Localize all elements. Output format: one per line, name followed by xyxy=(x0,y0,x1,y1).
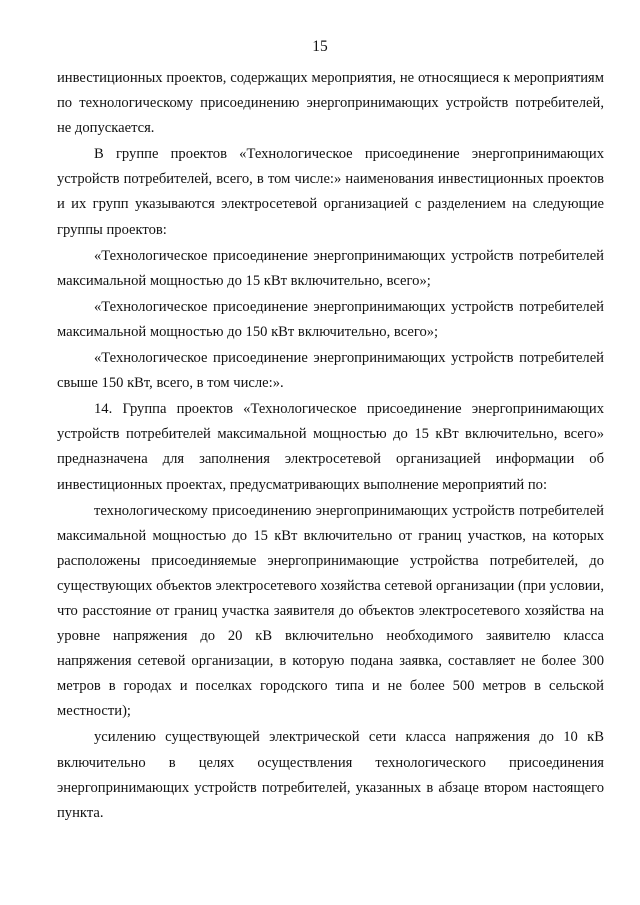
page-number: 15 xyxy=(312,38,328,55)
paragraph-group-15kw: «Технологическое присоединение энергопринимающих устройств потребителей максимальной мощностью до 15 кВт включительно, всего»; xyxy=(57,247,604,289)
paragraph-network-reinforcement: усилению существующей электрической сети класса напряжения до 10 кВ включительно в целях осуществления технологического присоединения энергопринимающих устройств потребителей, указанных в абзаце втором настоящего пункта. xyxy=(57,729,604,821)
paragraph-group-150kw: «Технологическое присоединение энергопринимающих устройств потребителей максимальной мощностью до 150 кВт включительно, всего»; xyxy=(57,298,604,340)
paragraph-item-14: 14. Группа проектов «Технологическое присоединение энергопринимающих устройств потребителей максимальной мощностью до 15 кВт включительно, всего» предназначена для заполнения электросетевой организацией информации об инвестиционных проектах, предусматривающих выполнение мероприятий по: xyxy=(57,401,604,493)
paragraph-technological-connection: технологическому присоединению энергопринимающих устройств потребителей максимальной мощностью до 15 кВт включительно от границ участков, на которых расположены присоединяемые энергопринимающие устройства потребителей, до существующих объектов электросетевого хозяйства сетевой организации (при условии, что расстояние от границ участка заявителя до объектов электросетевого хозяйства на уровне напряжения до 20 кВ включительно необходимого заявителю класса напряжения сетевой организации, в которую подана заявка, составляет не более 300 метров в городах и поселках городского типа и не более 500 метров в сельской местности); xyxy=(57,502,604,720)
paragraph-continuation: инвестиционных проектов, содержащих мероприятия, не относящиеся к мероприятиям по технологическому присоединению энергопринимающих устройств потребителей, не допускается. xyxy=(57,70,604,137)
paragraph-project-groups: В группе проектов «Технологическое присоединение энергопринимающих устройств потребителей, всего, в том числе:» наименования инвестиционных проектов и их групп указываются электросетевой организацией с разделением на следующие группы проектов: xyxy=(57,146,604,238)
paragraph-group-over-150kw: «Технологическое присоединение энергопринимающих устройств потребителей свыше 150 кВт, всего, в том числе:». xyxy=(57,350,604,392)
document-body xyxy=(57,66,604,826)
